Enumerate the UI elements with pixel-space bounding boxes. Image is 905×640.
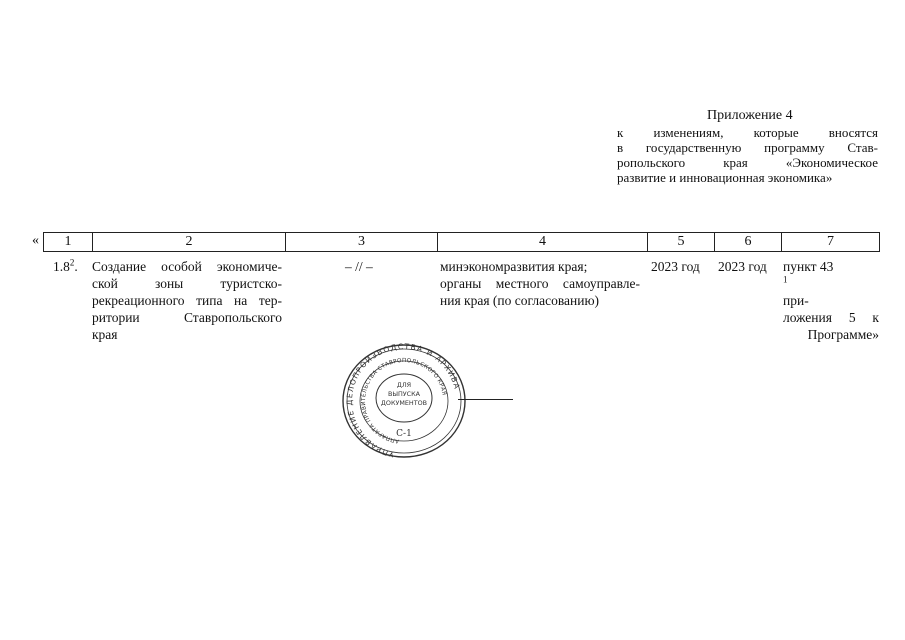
appendix-title: Приложение 4 — [707, 108, 793, 123]
row-reference — [783, 258, 879, 343]
table-header-row — [44, 233, 880, 252]
header-cell-7: 7 — [782, 233, 880, 252]
measure-name-line: Создание особой экономиче- — [92, 259, 282, 274]
header-cell-3: 3 — [286, 233, 438, 252]
organizations-line: органы местного самоуправле- — [440, 276, 640, 291]
appendix-subtitle — [617, 125, 878, 185]
official-stamp — [340, 342, 468, 460]
reference-line: Программе» — [807, 327, 879, 342]
stamp-center-line: ВЫПУСКА — [387, 390, 421, 398]
row-year-start: 2023 год — [651, 259, 700, 274]
measure-name-line: края — [92, 327, 118, 342]
header-cell-6: 6 — [715, 233, 782, 252]
header-cell-4: 4 — [438, 233, 648, 252]
organizations-line: минэкономразвития края; — [440, 259, 588, 274]
appendix-subtitle-line: к изменениям, которые вносятся — [617, 125, 878, 140]
open-quote: « — [32, 233, 39, 248]
stamp-center-line: ДОКУМЕНТОВ — [380, 399, 428, 407]
header-cell-5: 5 — [648, 233, 715, 252]
appendix-subtitle-line: развитие и инновационная экономика» — [617, 170, 833, 185]
row-responsible: – // – — [345, 259, 373, 274]
signature-line — [458, 399, 513, 400]
stamp-inner-text: АППАРАТА ПРАВИТЕЛЬСТВА СТАВРОПОЛЬСКОГО КРАЯ — [360, 357, 447, 444]
measure-name-line: ской зоны туристско- — [92, 276, 282, 291]
table-header — [43, 232, 880, 252]
organizations-line: ния края (по согласованию) — [440, 293, 600, 308]
stamp-code: С-1 — [396, 429, 412, 439]
reference-line: пункт 43 $^1$ при- — [783, 259, 834, 308]
stamp-outer-text: УПРАВЛЕНИЕ ДЕЛОПРОИЗВОДСТВА И АРХИВА — [344, 342, 462, 459]
row-year-end: 2023 год — [718, 259, 767, 274]
appendix-subtitle-line: ропольского края «Экономическое — [617, 155, 878, 170]
measure-name-line: ритории Ставропольского — [92, 310, 282, 325]
row-measure-name — [92, 258, 282, 343]
header-cell-1: 1 — [44, 233, 93, 252]
row-number: $1.8^2$. — [53, 257, 78, 274]
row-organizations — [440, 258, 640, 309]
reference-line: ложения 5 к — [783, 310, 879, 325]
appendix-subtitle-line: в государственную программу Став- — [617, 140, 878, 155]
stamp-center-line: ДЛЯ — [396, 381, 412, 389]
measure-name-line: рекреационного типа на тер- — [92, 293, 282, 308]
header-cell-2: 2 — [93, 233, 286, 252]
